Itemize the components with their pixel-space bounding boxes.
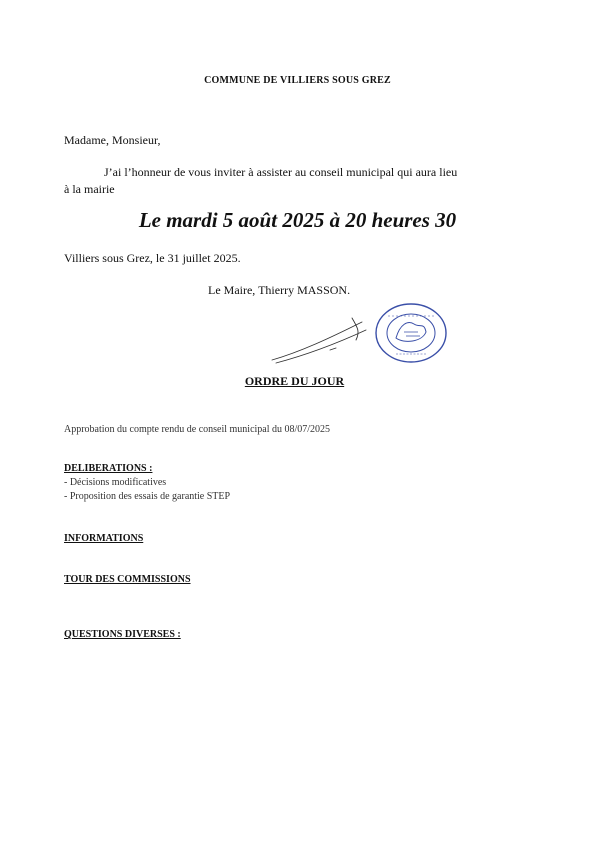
informations-heading: INFORMATIONS	[64, 533, 144, 544]
municipal-stamp	[374, 302, 448, 364]
mayor-signatory: Le Maire, Thierry MASSON.	[208, 283, 351, 297]
salutation: Madame, Monsieur,	[64, 133, 161, 147]
agenda-title-text: ORDRE DU JOUR	[244, 374, 345, 388]
tour-commissions-heading: TOUR DES COMMISSIONS	[64, 574, 191, 585]
place-and-date: Villiers sous Grez, le 31 juillet 2025.	[64, 251, 241, 265]
handwritten-signature	[270, 308, 370, 368]
deliberation-item: - Proposition des essais de garantie STEP	[64, 491, 231, 502]
commune-heading: COMMUNE DE VILLIERS SOUS GREZ	[204, 75, 391, 86]
agenda-approval: Approbation du compte rendu de conseil municipal du 08/07/2025	[64, 424, 331, 435]
invitation-line-2: à la mairie	[64, 182, 115, 196]
agenda-title	[0, 374, 595, 389]
meeting-date-title: Le mardi 5 août 2025 à 20 heures 30	[138, 208, 457, 232]
invitation-line-1: J’ai l’honneur de vous inviter à assister au conseil municipal qui aura lieu	[104, 165, 458, 179]
questions-diverses-heading: QUESTIONS DIVERSES :	[64, 629, 181, 640]
deliberations-heading: DELIBERATIONS :	[64, 463, 153, 474]
deliberation-item: - Décisions modificatives	[64, 477, 167, 488]
